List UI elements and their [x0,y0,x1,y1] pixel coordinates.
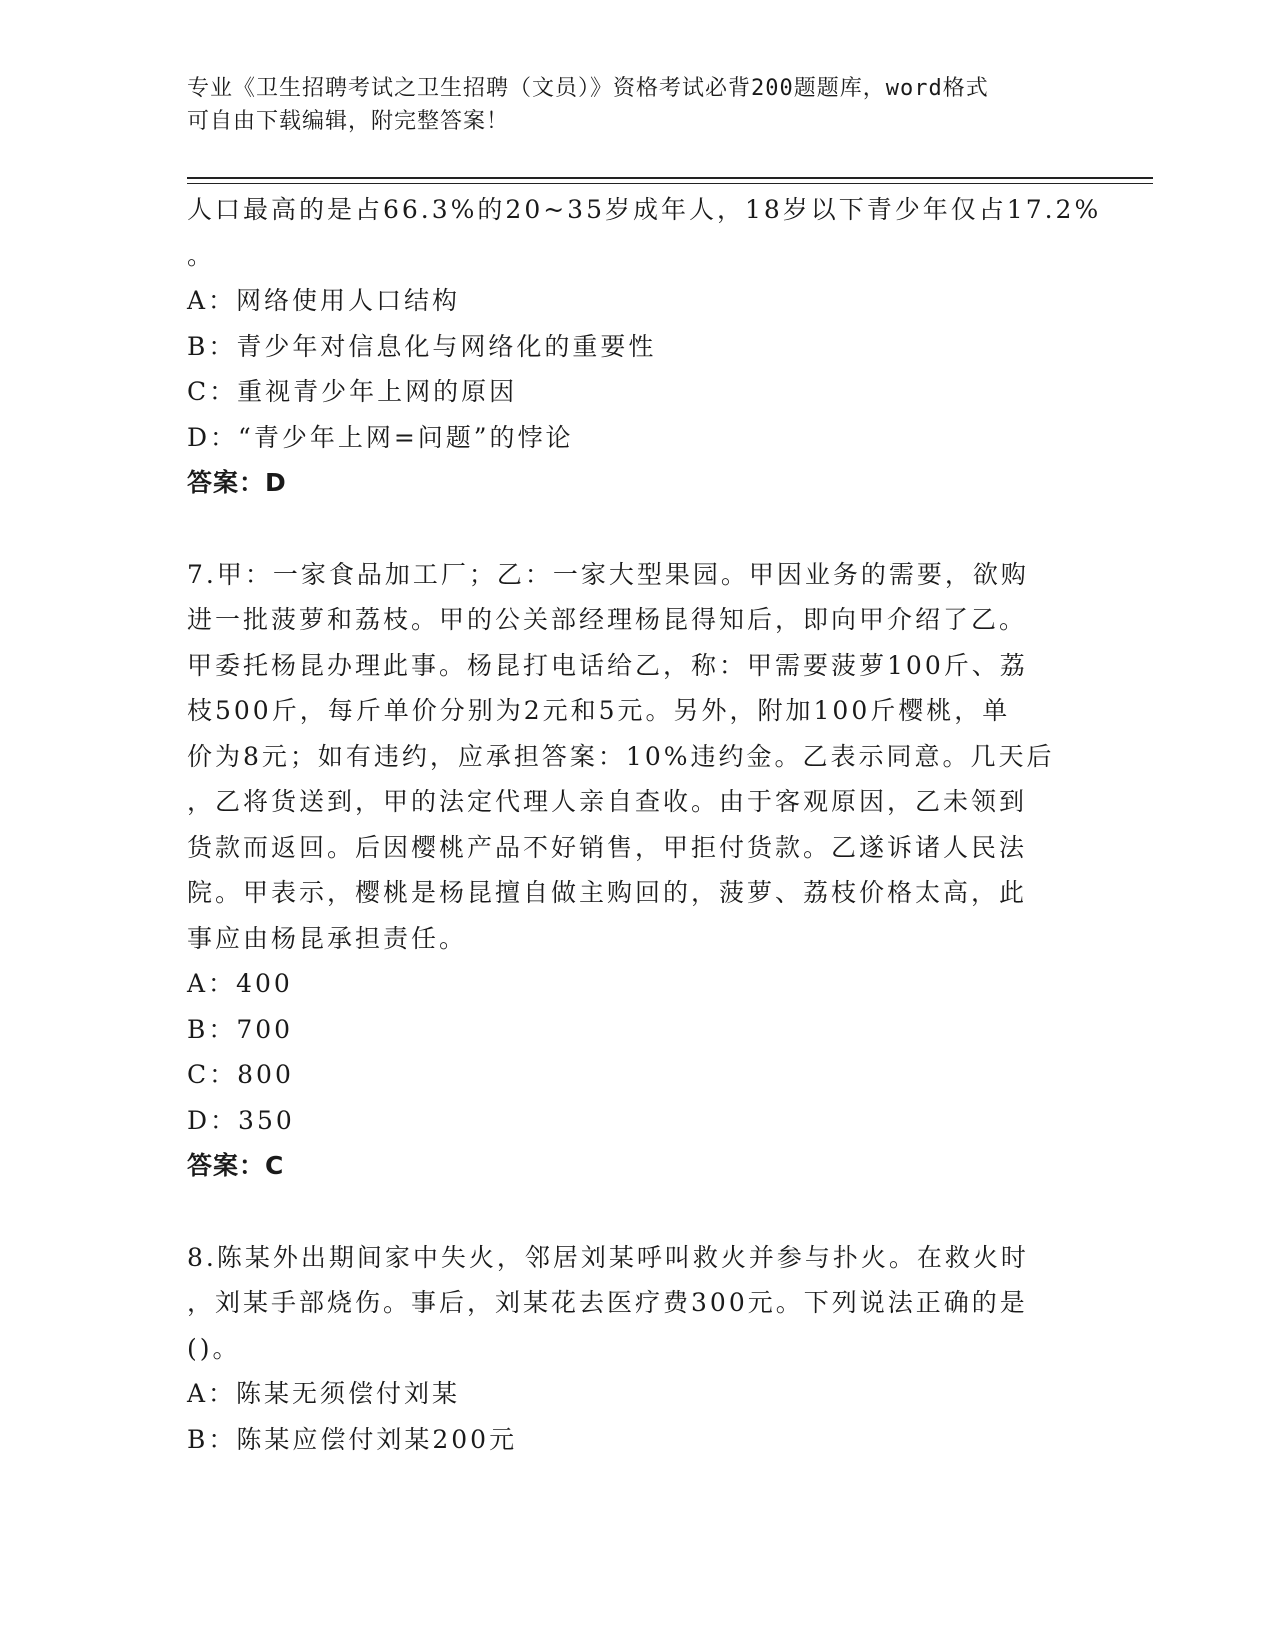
question-spacer [187,1189,1087,1235]
question-stem-line: 事应由杨昆承担责任。 [187,923,468,953]
option-c: C：800 [187,1060,294,1089]
option-c: C：重视青少年上网的原因 [187,377,518,406]
answer-label: 答案：C [187,1151,285,1180]
option-a: A：陈某无须偿付刘某 [187,1379,461,1408]
question-stem-line: 货款而返回。后因樱桃产品不好销售，甲拒付货款。乙遂诉诸人民法 [187,832,1028,862]
question-stem-line: ()。 [187,1333,241,1363]
header-line-1: 专业《卫生招聘考试之卫生招聘（文员）》资格考试必背200题题库，word格式 [187,76,989,101]
document-header [187,72,1067,138]
header-rule-thin [187,183,1153,184]
question-7 [187,552,1087,1189]
option-a: A：网络使用人口结构 [187,286,461,315]
option-a: A：400 [187,969,293,998]
question-8 [187,1235,1087,1463]
question-stem-line: 。 [187,240,216,270]
question-stem-line: 7.甲：一家食品加工厂；乙：一家大型果园。甲因业务的需要，欲购 [187,559,1029,589]
header-rule-thick [187,177,1153,179]
option-d: D：350 [187,1105,295,1135]
question-stem-line: ，刘某手部烧伤。事后，刘某花去医疗费300元。下列说法正确的是 [187,1288,1028,1317]
question-spacer [187,506,1087,552]
question-6 [187,187,1102,506]
question-stem-line: ，乙将货送到，甲的法定代理人亲自查收。由于客观原因，乙未领到 [187,787,1028,816]
option-b: B：陈某应偿付刘某200元 [187,1424,518,1454]
question-stem-line: 进一批菠萝和荔枝。甲的公关部经理杨昆得知后，即向甲介绍了乙。 [187,605,1028,634]
option-b: B：青少年对信息化与网络化的重要性 [187,331,657,361]
answer-label: 答案：D [187,468,287,497]
question-stem-line: 院。甲表示，樱桃是杨昆擅自做主购回的，菠萝、荔枝价格太高，此 [187,878,1028,907]
question-stem-line: 枝500斤，每斤单价分别为2元和5元。另外，附加100斤樱桃，单 [187,696,1011,725]
question-stem-line: 甲委托杨昆办理此事。杨昆打电话给乙，称：甲需要菠萝100斤、荔 [187,650,1028,680]
document-body [187,187,1102,1462]
question-stem-line: 人口最高的是占66.3%的20~35岁成年人，18岁以下青少年仅占17.2% [187,195,1102,224]
option-d: D：“青少年上网=问题”的悖论 [187,422,574,452]
question-stem-line: 价为8元；如有违约，应承担答案：10%违约金。乙表示同意。几天后 [187,741,1055,771]
question-stem-line: 8.陈某外出期间家中失火，邻居刘某呼叫救火并参与扑火。在救火时 [187,1242,1029,1272]
header-line-2: 可自由下载编辑，附完整答案！ [187,109,510,134]
option-b: B：700 [187,1014,294,1044]
